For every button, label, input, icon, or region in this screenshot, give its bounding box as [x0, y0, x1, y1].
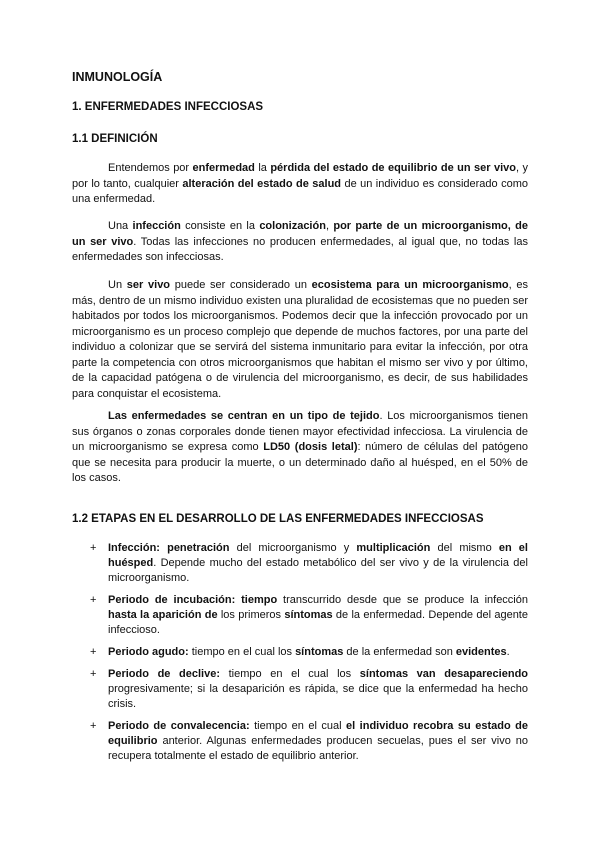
- bold-term: ser vivo: [126, 279, 171, 291]
- bullet-plus-icon: +: [90, 646, 97, 658]
- text-run: consiste en la: [180, 220, 260, 232]
- bold-term: infección: [132, 220, 181, 232]
- bold-term: el individuo recobra su estado de equilibrio: [108, 720, 528, 747]
- text-run: . Depende mucho del estado metabólico del ser vivo y de la virulencia del microorganismo.: [108, 557, 528, 584]
- bold-term: Periodo de convalecencia:: [108, 720, 250, 732]
- bold-term: Infección:: [108, 542, 160, 554]
- text-run: puede ser considerado un: [170, 279, 312, 291]
- text-run: de un individuo es considerado como una enfermedad.: [72, 177, 528, 205]
- list-item-periodo-declive: [90, 667, 528, 712]
- document-title: INMUNOLOGÍA: [72, 70, 163, 84]
- text-run: Un: [108, 279, 127, 291]
- text-run: . Todas las infecciones no producen enfermedades, al igual que, no todas las enfermedades son infecciosas.: [72, 235, 528, 263]
- subsection-heading-etapas: 1.2 ETAPAS EN EL DESARROLLO DE LAS ENFERMEDADES INFECCIOSAS: [72, 513, 484, 525]
- paragraph-infeccion-definition: [72, 219, 528, 266]
- bold-term: Periodo agudo:: [108, 646, 189, 658]
- bold-term: ecosistema para un microorganismo: [311, 279, 509, 291]
- bullet-plus-icon: +: [90, 720, 97, 732]
- text-run: : número de células del patógeno que se necesita para producir la muerte, o un determinado daño al huésped, en el 50% de los casos.: [72, 441, 528, 484]
- bold-term: multiplicación: [356, 542, 431, 554]
- text-run: de la enfermedad son: [343, 646, 456, 658]
- bold-term: Periodo de incubación: tiempo: [108, 594, 278, 606]
- list-item-periodo-convalecencia: [90, 719, 528, 764]
- text-run: progresivamente; si la desaparición es rápida, se dice que la enfermedad ha hecho crisis.: [108, 683, 528, 710]
- text-run: anterior. Algunas enfermedades producen secuelas, pues el ser vivo no recupera totalmente el estado de equilibrio anterior.: [108, 735, 528, 762]
- bullet-plus-icon: +: [90, 594, 97, 606]
- text-run: del mismo: [430, 542, 499, 554]
- bold-term: hasta la aparición de: [108, 609, 218, 621]
- text-run: los primeros: [217, 609, 285, 621]
- bullet-plus-icon: +: [90, 542, 97, 554]
- stages-list: [90, 541, 528, 771]
- bold-term: penetración: [167, 542, 230, 554]
- bold-term: colonización: [259, 220, 326, 232]
- text-run: tiempo en el cual los: [220, 668, 360, 680]
- bold-term: enfermedad: [192, 162, 255, 174]
- text-run: . Los microorganismos tienen sus órganos o zonas corporales donde tienen mayor efectividad infecciosa. La virulencia de un microorganismo se expresa como: [72, 410, 528, 453]
- list-item-periodo-incubacion: [90, 593, 528, 638]
- bold-term: síntomas: [295, 646, 344, 658]
- bold-term: pérdida del estado de equilibrio de un ser vivo: [270, 162, 516, 174]
- bold-term: evidentes: [455, 646, 507, 658]
- bold-term: por parte de un microorganismo, de un ser vivo: [72, 220, 528, 248]
- subsection-heading-definicion: 1.1 DEFINICIÓN: [72, 133, 158, 145]
- list-item-periodo-agudo: [90, 645, 528, 660]
- paragraph-tejido-virulencia: [72, 409, 528, 487]
- section-heading-enfermedades-infecciosas: 1. ENFERMEDADES INFECCIOSAS: [72, 101, 264, 113]
- text-run: , y por lo tanto, cualquier: [72, 162, 528, 190]
- bold-term: síntomas van desapareciendo: [359, 668, 529, 680]
- text-run: .: [506, 646, 510, 658]
- bold-term: Periodo de declive:: [108, 668, 220, 680]
- bullet-plus-icon: +: [90, 668, 97, 680]
- text-run: Entendemos por: [108, 162, 193, 174]
- text-run: transcurrido desde que se produce la infección: [277, 594, 528, 606]
- bold-term: LD50 (dosis letal): [263, 441, 358, 453]
- paragraph-ser-vivo-ecosistema: [72, 278, 528, 402]
- text-run: tiempo en el cual: [249, 720, 347, 732]
- text-run: del microorganismo y: [229, 542, 357, 554]
- text-run: la: [254, 162, 271, 174]
- bold-term: Las enfermedades se centran en un tipo de tejido: [108, 410, 380, 422]
- list-item-infeccion: [90, 541, 528, 586]
- paragraph-enfermedad-definition: [72, 161, 528, 208]
- text-run: ,: [325, 220, 334, 232]
- bold-term: en el huésped: [108, 542, 528, 569]
- bold-term: síntomas: [284, 609, 333, 621]
- text-run: Una: [108, 220, 133, 232]
- bold-term: alteración del estado de salud: [182, 177, 342, 190]
- text-run: de la enfermedad. Depende del agente infeccioso.: [108, 609, 528, 636]
- text-run: tiempo en el cual los: [188, 646, 296, 658]
- text-run: , es más, dentro de un mismo individuo existen una pluralidad de ecosistemas que no pueden ser habitados por todos los microorganismos. Podemos decir que la infección provocado por un microorganismo es un proceso complejo que depende de muchos factores, por una parte del individuo a colonizar que se servirá del sistema inmunitario para evitar la infección, por otra parte la competencia con otros microorganismos que habitan el mismo ser vivo y por último, de la capacidad patógena o de virulencia del microorganismo, es decir, de sus habilidades para conquistar el ecosistema.: [72, 279, 528, 400]
